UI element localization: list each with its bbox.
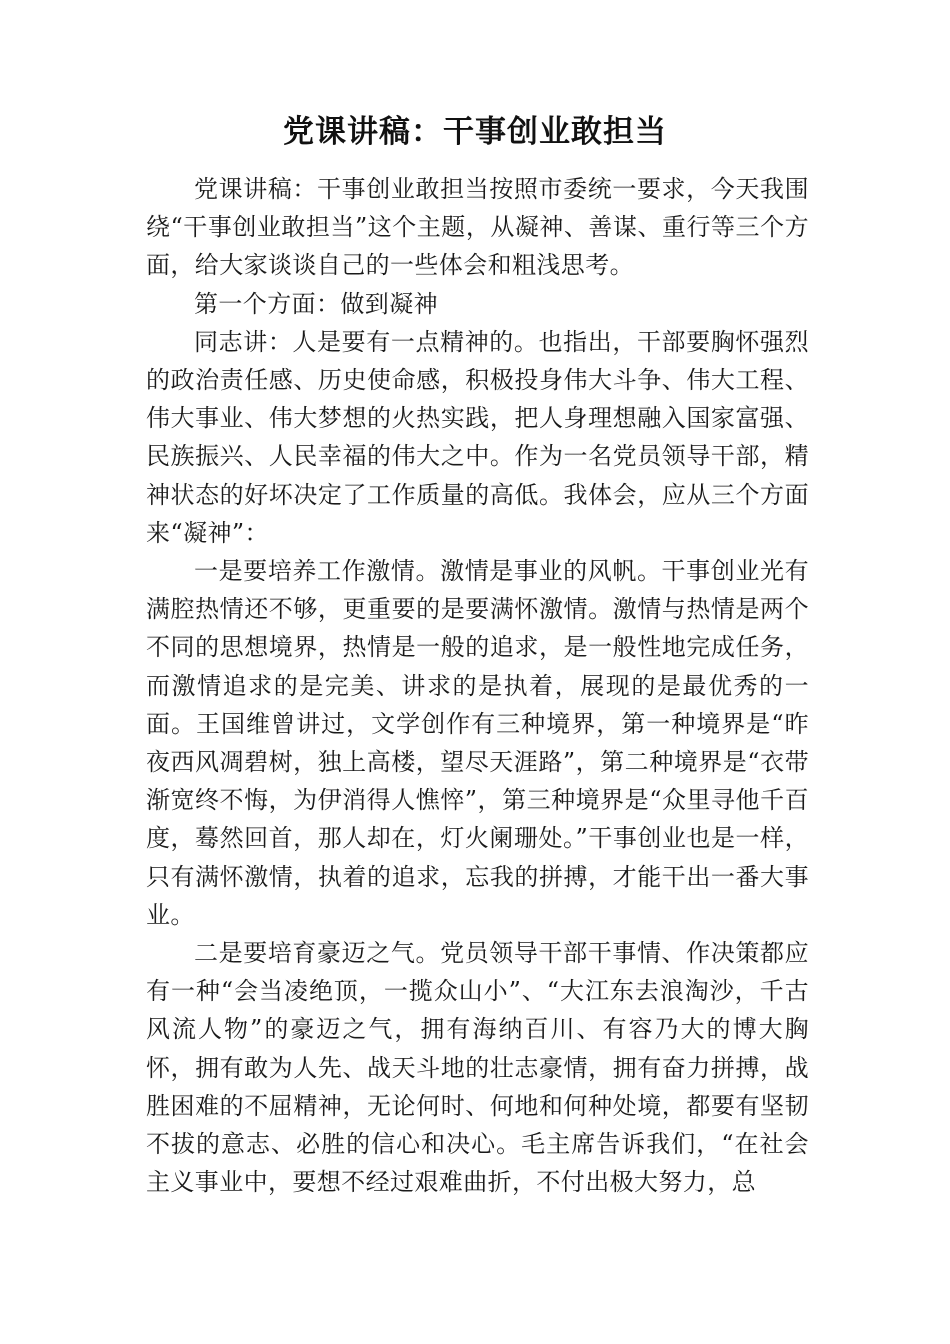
document-title: 党课讲稿：干事创业敢担当: [283, 114, 667, 150]
paragraph-passion: 一是要培养工作激情。激情是事业的风帆。干事创业光有满腔热情还不够，更重要的是要满怀激情。激情与热情是两个不同的思想境界，热情是一般的追求，是一般性地完成任务，而激情追求的是完美、讲求的是执着，展现的是最优秀的一面。王国维曾讲过，文学创作有三种境界，第一种境界是“昨夜西风凋碧树，独上高楼，望尽天涯路”，第二种境界是“衣带渐宽终不悔，为伊消得人憔悴”，第三种境界是“众里寻他千百度，蓦然回首，那人却在，灯火阑珊处。”干事创业也是一样，只有满怀激情，执着的追求，忘我的拼搏，才能干出一番大事业。: [146, 557, 809, 929]
paragraph-spirit: 同志讲：人是要有一点精神的。也指出，干部要胸怀强烈的政治责任感、历史使命感，积极投身伟大斗争、伟大工程、伟大事业、伟大梦想的火热实践，把人身理想融入国家富强、民族振兴、人民幸福的伟大之中。作为一名党员领导干部，精神状态的好坏决定了工作质量的高低。我体会，应从三个方面来“凝神”：: [146, 327, 809, 547]
paragraph-heroic-spirit: 二是要培育豪迈之气。党员领导干部干事情、作决策都应有一种“会当凌绝顶，一揽众山小”、“大江东去浪淘沙，千古风流人物”的豪迈之气，拥有海纳百川、有容乃大的博大胸怀，拥有敢为人先、战天斗地的壮志豪情，拥有奋力拼搏，战胜困难的不屈精神，无论何时、何地和何种处境，都要有坚韧不拔的意志、必胜的信心和决心。毛主席告诉我们，“在社会主义事业中，要想不经过艰难曲折，不付出极大努力，总: [146, 939, 809, 1197]
document-body: [146, 170, 809, 1201]
paragraph-intro: 党课讲稿：干事创业敢担当按照市委统一要求，今天我围绕“干事创业敢担当”这个主题，从凝神、善谋、重行等三个方面，给大家谈谈自己的一些体会和粗浅思考。: [146, 175, 809, 280]
paragraph-section-heading: 第一个方面：做到凝神: [194, 289, 438, 318]
